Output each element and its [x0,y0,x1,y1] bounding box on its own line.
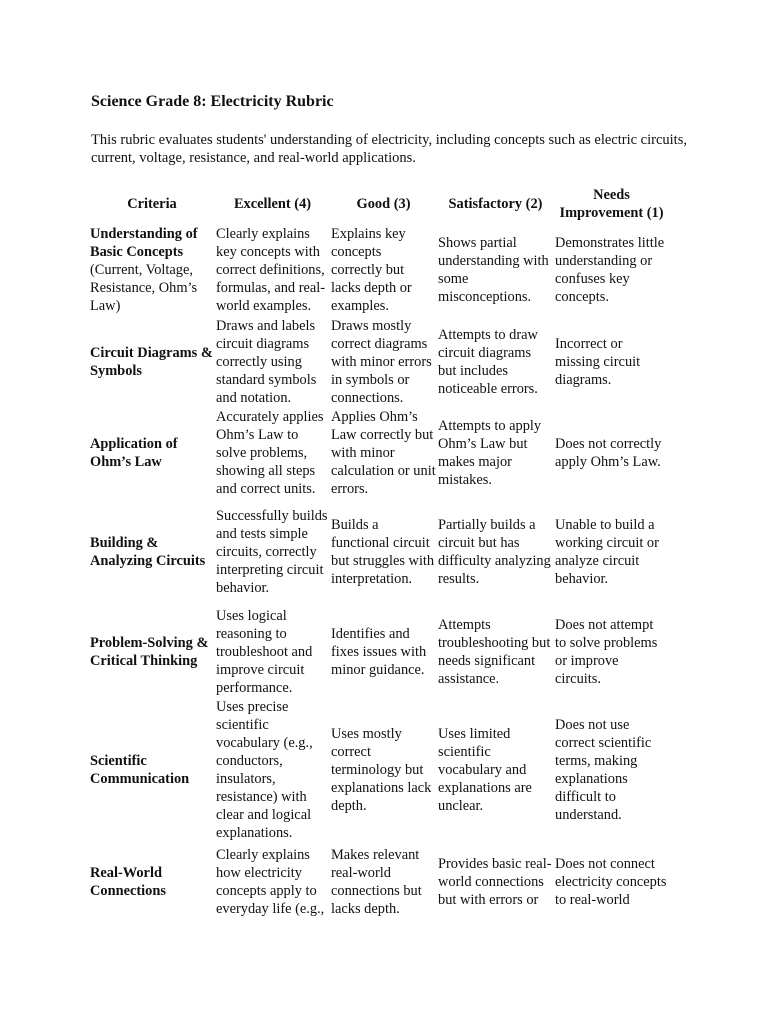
needs-improvement-cell: Does not use correct scientific terms, making explanations difficult to understand. [555,717,652,823]
needs-improvement-cell: Does not connect electricity concepts to real-world [555,856,667,908]
table-header-row [89,184,669,224]
needs-improvement-cell: Demonstrates little understanding or confuses key concepts. [555,235,665,305]
good-cell: Builds a functional circuit but struggles with interpretation. [331,517,435,587]
good-cell: Makes relevant real-world connections but lacks depth. [331,847,422,917]
needs-improvement-cell: Does not correctly apply Ohm’s Law. [555,435,662,470]
table-row [89,407,669,498]
satisfactory-cell: Partially builds a circuit but has difficulty analyzing results. [438,517,551,587]
criteria-name: Understanding of Basic Concepts [90,226,198,260]
criteria-name: Building & Analyzing Circuits [90,535,206,569]
satisfactory-cell: Attempts to apply Ohm’s Law but makes major mistakes. [438,417,542,488]
header-criteria: Criteria [127,196,177,212]
needs-improvement-cell: Incorrect or missing circuit diagrams. [555,335,641,388]
criteria-name: Problem-Solving & Critical Thinking [90,635,209,669]
excellent-cell: Clearly explains key concepts with correct definitions, formulas, and real-world examples. [216,226,326,314]
excellent-cell: Accurately applies Ohm’s Law to solve problems, showing all steps and correct units. [216,408,324,497]
criteria-cell [89,698,215,842]
table-row [89,498,669,606]
needs-improvement-cell: Does not attempt to solve problems or improve circuits. [555,617,658,687]
criteria-cell [89,606,215,698]
criteria-cell [89,224,215,316]
excellent-cell: Clearly explains how electricity concepts apply to everyday life (e.g., [216,847,325,917]
criteria-name: Real-World Connections [90,865,166,899]
criteria-name: Scientific Communication [90,753,190,787]
good-cell: Draws mostly correct diagrams with minor errors in symbols or connections. [331,317,432,406]
good-cell: Identifies and fixes issues with minor guidance. [331,626,427,678]
criteria-cell [89,407,215,498]
criteria-name: Circuit Diagrams & Symbols [90,344,213,379]
criteria-name: Application of Ohm’s Law [90,435,178,470]
header-excellent: Excellent (4) [233,196,312,212]
table-row [89,316,669,407]
criteria-cell [89,842,215,922]
needs-improvement-cell: Unable to build a working circuit or analyze circuit behavior. [555,517,659,587]
excellent-cell: Uses logical reasoning to troubleshoot and improve circuit performance. [216,608,313,696]
header-satisfactory: Satisfactory (2) [448,196,543,212]
criteria-note: (Current, Voltage, Resistance, Ohm’s Law) [90,262,198,314]
table-row [89,698,669,842]
satisfactory-cell: Uses limited scientific vocabulary and explanations are unclear. [438,726,532,814]
document-intro: This rubric evaluates students' understanding of electricity, including concepts such as electric circuits, current, voltage, resistance, and real-world applications. [91,132,687,166]
good-cell: Explains key concepts correctly but lacks depth or examples. [331,226,412,314]
document-title: Science Grade 8: Electricity Rubric [91,93,334,110]
excellent-cell: Draws and labels circuit diagrams correctly using standard symbols and notation. [216,317,317,406]
criteria-cell [89,316,215,407]
excellent-cell: Uses precise scientific vocabulary (e.g., conductors, insulators, resistance) with clear and logical explanations. [216,699,313,841]
good-cell: Uses mostly correct terminology but explanations lack depth. [331,726,432,814]
table-row [89,224,669,316]
excellent-cell: Successfully builds and tests simple circuits, correctly interpreting circuit behavior. [216,508,328,596]
header-needs-improvement: Needs Improvement (1) [559,187,664,221]
good-cell: Applies Ohm’s Law correctly but with minor calculation or unit errors. [331,408,436,497]
satisfactory-cell: Shows partial understanding with some misconceptions. [438,235,549,305]
satisfactory-cell: Provides basic real-world connections but with errors or [438,856,552,908]
satisfactory-cell: Attempts troubleshooting but needs significant assistance. [438,617,551,687]
table-row [89,606,669,698]
header-good: Good (3) [356,196,411,212]
criteria-cell [89,498,215,606]
satisfactory-cell: Attempts to draw circuit diagrams but includes noticeable errors. [438,326,538,397]
rubric-table [89,184,669,922]
table-row [89,842,669,922]
